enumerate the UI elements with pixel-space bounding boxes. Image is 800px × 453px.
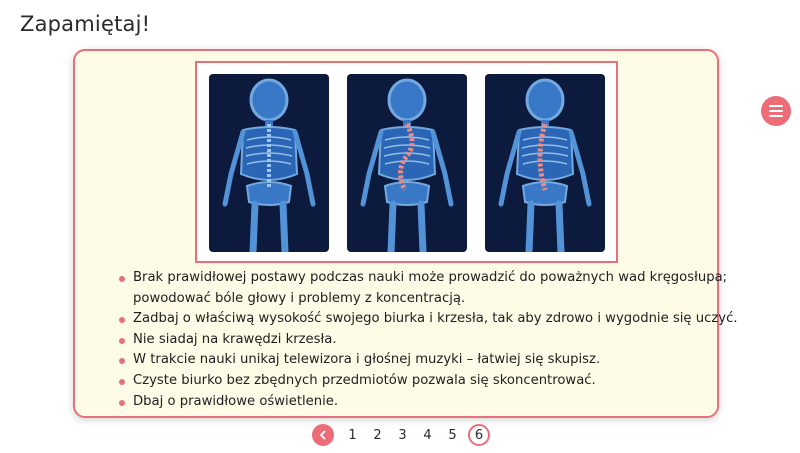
list-item: Nie siadaj na krawędzi krzesła. — [119, 330, 719, 351]
pagination — [312, 423, 490, 447]
page-link-1[interactable]: 1 — [348, 427, 357, 443]
panel-healthy-spine — [209, 74, 329, 252]
list-item: Brak prawidłowej postawy podczas nauki może prowadzić do poważnych wad kręgosłupa; — [119, 268, 719, 289]
chevron-left-icon — [318, 430, 328, 440]
page-link-4[interactable]: 4 — [423, 427, 432, 443]
page-link-3[interactable]: 3 — [398, 427, 407, 443]
summary-card — [73, 49, 738, 418]
panel-scoliosis-c-curve — [485, 74, 605, 252]
list-item: Czyste biurko bez zbędnych przedmiotów pozwala się skoncentrować. — [119, 371, 719, 392]
tips-list — [119, 268, 738, 412]
list-item: W trakcie nauki unikaj telewizora i głośnej muzyki – łatwiej się skupisz. — [119, 350, 719, 371]
list-item-text: powodować bóle głowy i problemy z koncentracją. — [133, 290, 466, 306]
page-link-2[interactable]: 2 — [373, 427, 382, 443]
panel-scoliosis-s-curve — [347, 74, 467, 252]
skeleton-figure-c-curve — [485, 74, 605, 252]
list-item: Zadbaj o właściwą wysokość swojego biurka i krzesła, tak aby zdrowo i wygodnie się uczyć. — [119, 309, 719, 330]
skeleton-figure-healthy — [209, 74, 329, 252]
skeleton-figure-s-curve — [347, 74, 467, 252]
menu-button[interactable] — [761, 96, 791, 126]
list-item-continuation — [119, 289, 719, 310]
spine-illustration — [195, 61, 618, 263]
list-item: Dbaj o prawidłowe oświetlenie. — [119, 392, 719, 413]
prev-page-button[interactable] — [312, 424, 334, 446]
page-link-6-current[interactable]: 6 — [468, 424, 490, 446]
menu-icon — [769, 105, 783, 117]
page-title: Zapamiętaj! — [20, 12, 151, 36]
page-link-5[interactable]: 5 — [448, 427, 457, 443]
